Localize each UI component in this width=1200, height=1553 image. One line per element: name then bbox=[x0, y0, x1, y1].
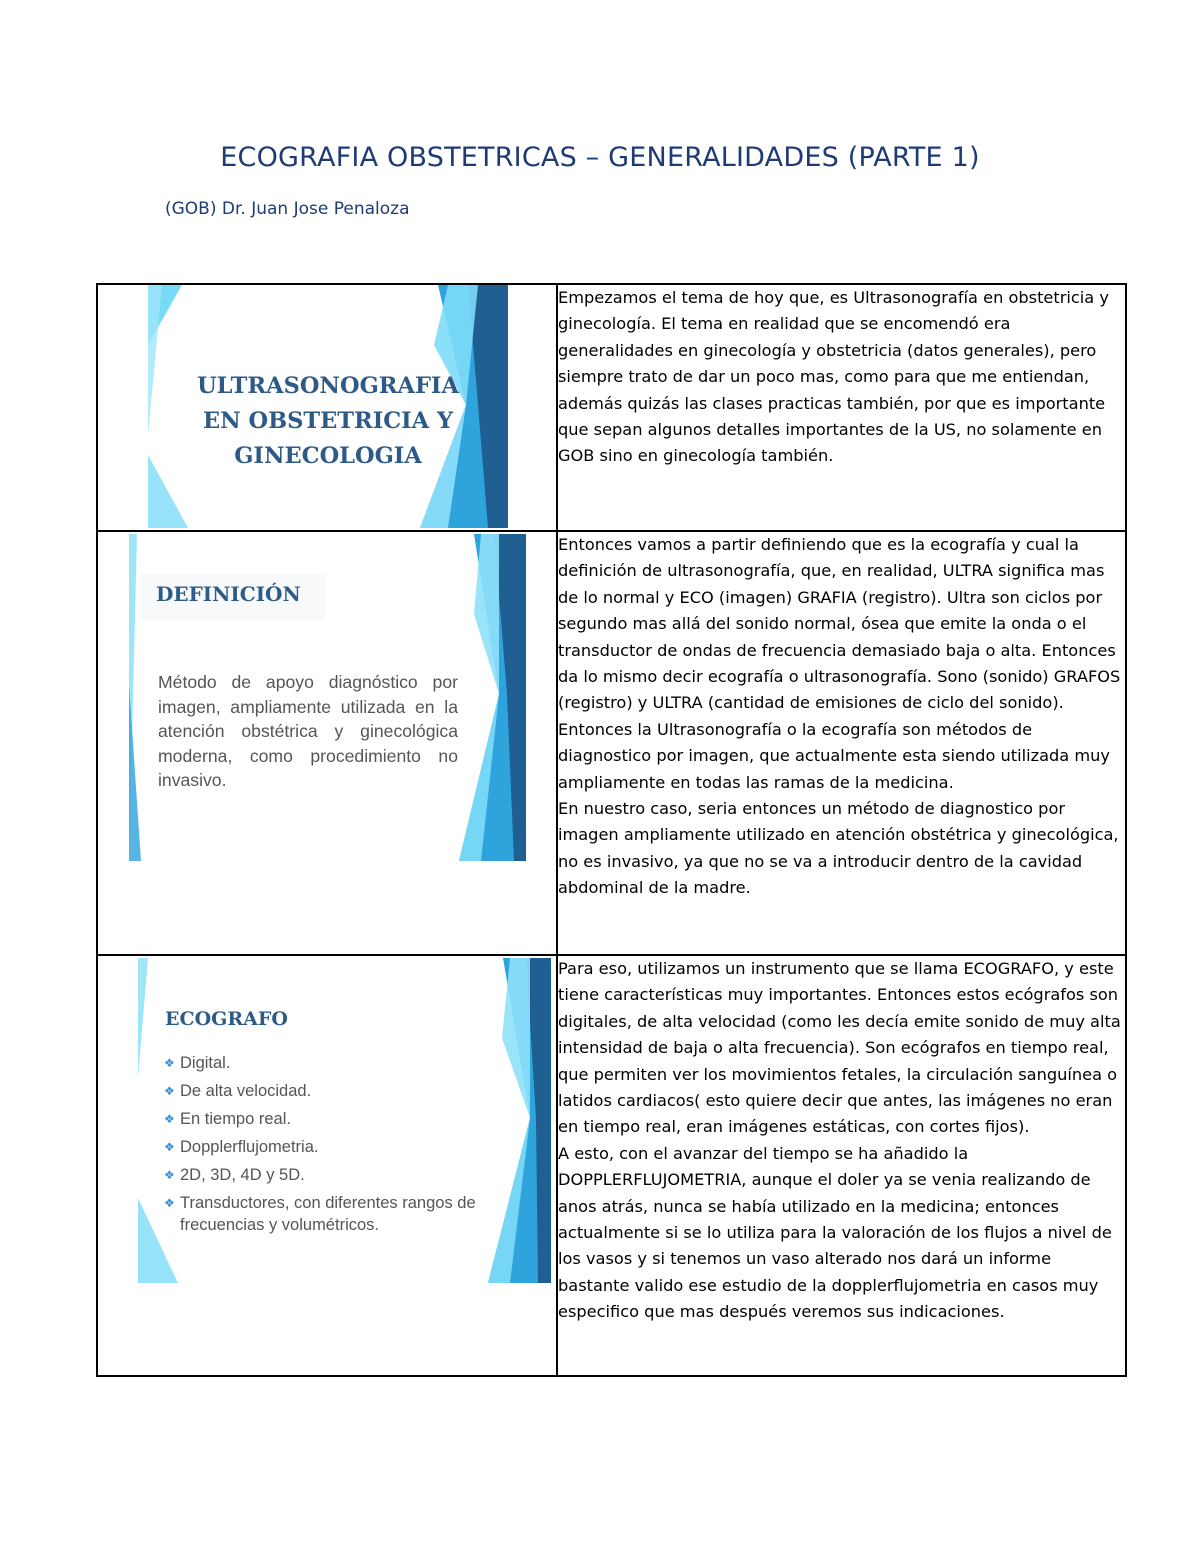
list-item-text: De alta velocidad. bbox=[180, 1082, 312, 1100]
notes-paragraph: Entonces vamos a partir definiendo que es la ecografía y cual la definición de ultrasonografía, que, en realidad, ULTRA significa mas de lo normal y ECO (imagen) GRAFIA (registro). Ultra son ciclos por segundo mas allá del sonido normal, ósea que emite la onda o el transductor de ondas de frecuencia demasiado baja o alta. Entonces da lo mismo decir ecografía o ultrasonografía. Sono (sonido) GRAFOS (registro) y ULTRA (cantidad de emisiones de ciclo del sonido). Entonces la Ultrasonografía o la ecografía son métodos de diagnostico por imagen, que actualmente esta siendo utilizada muy ampliamente en todas las ramas de la medicina. bbox=[558, 535, 1121, 792]
list-item bbox=[164, 1108, 494, 1130]
notes-paragraph: En nuestro caso, seria entonces un método de diagnostico por imagen ampliamente utilizado en atención obstétrica y ginecológica, no es invasivo, ya que no se va a introducir dentro de la cavidad abdominal de la madre. bbox=[558, 799, 1119, 898]
notes-paragraph: Empezamos el tema de hoy que, es Ultrasonografía en obstetricia y ginecología. El tema en realidad que se encomendó era generalidades en ginecología y obstetricia (datos generales), pero siempre trato de dar un poco mas, como para que me entiendan, además quizás las clases practicas también, por que es importante que sepan algunos detalles importantes de la US, no solamente en GOB sino en ginecología también. bbox=[558, 288, 1109, 466]
list-item-text: Transductores, con diferentes rangos de frecuencias y volumétricos. bbox=[180, 1194, 476, 1234]
slide-body: Método de apoyo diagnóstico por imagen, ampliamente utilizada en la atención obstétrica y ginecológica moderna, como procedimiento no invasivo. bbox=[158, 672, 458, 790]
document-author: (GOB) Dr. Juan Jose Penaloza bbox=[165, 199, 410, 219]
diamond-bullet-icon: ❖ bbox=[164, 1168, 175, 1182]
diamond-bullet-icon: ❖ bbox=[164, 1112, 175, 1126]
slide-bullet-list bbox=[164, 1052, 494, 1242]
diamond-bullet-icon: ❖ bbox=[164, 1084, 175, 1098]
list-item-text: Digital. bbox=[180, 1054, 231, 1072]
table-row bbox=[97, 531, 1126, 955]
list-item bbox=[164, 1080, 494, 1102]
table-row bbox=[97, 955, 1126, 1376]
diamond-bullet-icon: ❖ bbox=[164, 1140, 175, 1154]
diamond-bullet-icon: ❖ bbox=[164, 1056, 175, 1070]
document-title: ECOGRAFIA OBSTETRICAS – GENERALIDADES (PARTE 1) bbox=[220, 142, 980, 173]
list-item bbox=[164, 1136, 494, 1158]
list-item-text: 2D, 3D, 4D y 5D. bbox=[180, 1166, 305, 1184]
slide-cell bbox=[97, 955, 557, 1376]
slide-ultrasonografia bbox=[148, 285, 508, 528]
slide-ecografo bbox=[138, 958, 551, 1283]
table-row bbox=[97, 284, 1126, 531]
slide-cell bbox=[97, 531, 557, 955]
list-item-text: Dopplerflujometria. bbox=[180, 1138, 319, 1156]
notes-cell bbox=[557, 955, 1126, 1376]
notes-paragraph: A esto, con el avanzar del tiempo se ha añadido la DOPPLERFLUJOMETRIA, aunque el doler ya se venia realizando de anos atrás, nunca se había utilizado en la medicina; entonces actualmente si se lo utiliza para la valoración de los flujos a nivel de los vasos y si tenemos un vaso alterado nos dará un informe bastante valido ese estudio de la dopplerflujometria en casos muy especifico que mas después veremos sus indicaciones. bbox=[558, 1143, 1112, 1322]
notes-table bbox=[96, 283, 1127, 1377]
notes-paragraph: Para eso, utilizamos un instrumento que se llama ECOGRAFO, y este tiene características muy importantes. Entonces estos ecógrafos son digitales, de alta velocidad (como les decía emite sonido de muy alta intensidad de baja o alta frecuencia). Son ecógrafos en tiempo real, que permiten ver los movimientos fetales, la circulación sanguínea o latidos cardiacos( esto quiere decir que antes, las imágenes no eran en tiempo real, eran imágenes estáticas, con cortes fijos). bbox=[558, 959, 1121, 1137]
list-item-text: En tiempo real. bbox=[180, 1110, 291, 1128]
slide-cell bbox=[97, 284, 557, 531]
notes-cell bbox=[557, 284, 1126, 531]
slide-title: DEFINICIÓN bbox=[156, 582, 301, 606]
list-item bbox=[164, 1164, 494, 1186]
diamond-bullet-icon: ❖ bbox=[164, 1196, 175, 1210]
list-item bbox=[164, 1192, 494, 1236]
slide-title: ULTRASONOGRAFIA EN OBSTETRICIA Y GINECOLOGIA bbox=[197, 373, 459, 469]
slide-title: ECOGRAFO bbox=[165, 1008, 288, 1030]
slide-definicion bbox=[129, 534, 526, 861]
notes-cell bbox=[557, 531, 1126, 955]
list-item bbox=[164, 1052, 494, 1074]
